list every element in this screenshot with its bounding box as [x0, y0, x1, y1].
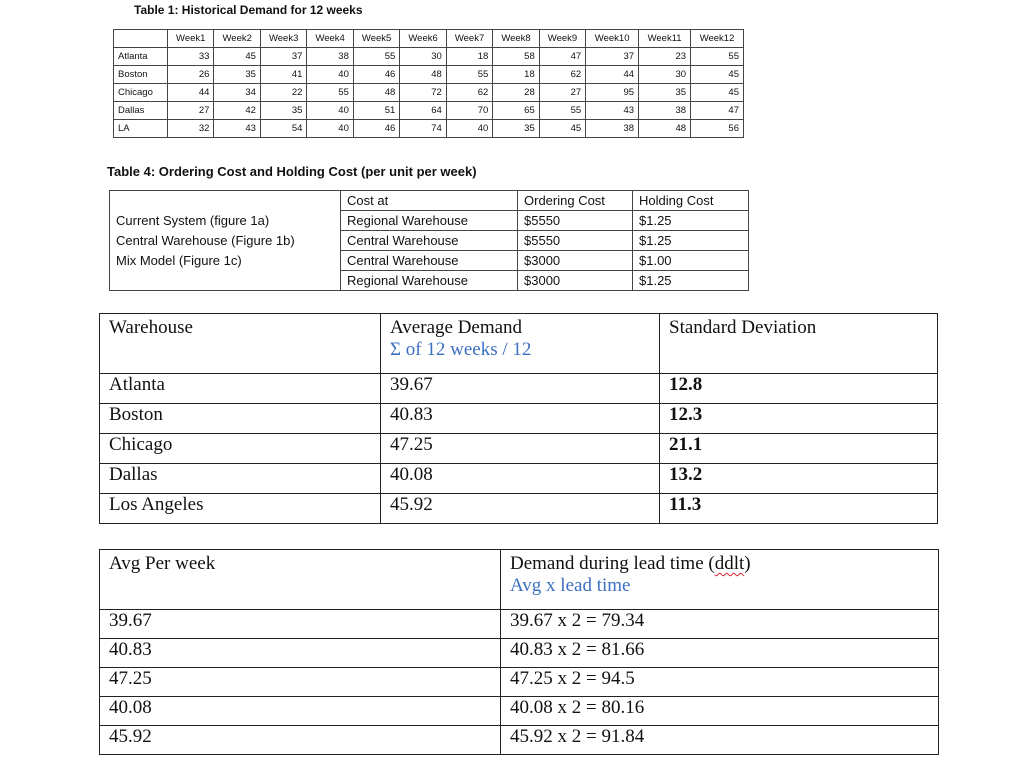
table-row — [100, 668, 939, 697]
table-row — [100, 434, 938, 464]
table1-header-week: Week6 — [400, 30, 446, 48]
table-row — [100, 404, 938, 434]
table3-avg: 45.92 — [381, 494, 660, 524]
table4-system — [110, 271, 341, 291]
table1-header-week: Week10 — [586, 30, 639, 48]
table1-city: LA — [114, 120, 168, 138]
table5-header-avg: Avg Per week — [100, 550, 501, 610]
table3-avg: 39.67 — [381, 374, 660, 404]
table1-cell: 35 — [260, 102, 306, 120]
table-row — [100, 374, 938, 404]
table1-cell: 30 — [639, 66, 691, 84]
ddlt-suffix: ) — [744, 553, 751, 574]
table1-cell: 40 — [446, 120, 492, 138]
table-row — [114, 66, 744, 84]
table3-warehouse: Los Angeles — [100, 494, 381, 524]
table1-cell: 55 — [307, 84, 353, 102]
table1-cell: 47 — [539, 48, 585, 66]
table1-city: Atlanta — [114, 48, 168, 66]
table4-system: Mix Model (Figure 1c) — [110, 251, 341, 271]
table-row — [100, 697, 939, 726]
table5-header-row — [100, 550, 939, 610]
table1-cell: 38 — [586, 120, 639, 138]
table4-system: Central Warehouse (Figure 1b) — [110, 231, 341, 251]
table5-ddlt: 40.83 x 2 = 81.66 — [501, 639, 939, 668]
table5-avg: 47.25 — [100, 668, 501, 697]
table1-city: Boston — [114, 66, 168, 84]
table5-avg: 40.08 — [100, 697, 501, 726]
table4-system: Current System (figure 1a) — [110, 211, 341, 231]
table1-cell: 44 — [168, 84, 214, 102]
table5-ddlt: 40.08 x 2 = 80.16 — [501, 697, 939, 726]
table1-header-week: Week12 — [691, 30, 744, 48]
table4-title: Table 4: Ordering Cost and Holding Cost (per unit per week) — [107, 164, 477, 179]
table1-header-week: Week7 — [446, 30, 492, 48]
table1-cell: 56 — [691, 120, 744, 138]
table3-header-avg-label: Average Demand — [390, 317, 523, 338]
table-row — [110, 211, 749, 231]
table1-cell: 48 — [639, 120, 691, 138]
table1-cell: 23 — [639, 48, 691, 66]
table1-title: Table 1: Historical Demand for 12 weeks — [134, 3, 363, 17]
table1-cell: 55 — [446, 66, 492, 84]
table1-cell: 95 — [586, 84, 639, 102]
table-row — [114, 120, 744, 138]
table1-cell: 18 — [446, 48, 492, 66]
table1-header-week: Week3 — [260, 30, 306, 48]
table4-holding: $1.25 — [633, 231, 749, 251]
table5-ddlt: 47.25 x 2 = 94.5 — [501, 668, 939, 697]
table-row — [100, 464, 938, 494]
table4-header-blank — [110, 191, 341, 211]
table3-avg: 47.25 — [381, 434, 660, 464]
table5-ddlt: 39.67 x 2 = 79.34 — [501, 610, 939, 639]
table1-cell: 64 — [400, 102, 446, 120]
table1-header-blank — [114, 30, 168, 48]
table4-header-holding: Holding Cost — [633, 191, 749, 211]
table4-header-row — [110, 191, 749, 211]
table1-cell: 45 — [214, 48, 260, 66]
table1-cell: 45 — [691, 66, 744, 84]
table5-header-ddlt-label — [510, 553, 929, 575]
table4-holding: $1.25 — [633, 211, 749, 231]
table1-cell: 74 — [400, 120, 446, 138]
table1-cell: 65 — [493, 102, 539, 120]
table1-cell: 22 — [260, 84, 306, 102]
table1-cell: 46 — [353, 120, 399, 138]
table3-warehouse: Atlanta — [100, 374, 381, 404]
average-demand-table — [99, 313, 938, 524]
table1-cell: 44 — [586, 66, 639, 84]
table4-location: Central Warehouse — [341, 251, 518, 271]
table1-cell: 58 — [493, 48, 539, 66]
table1-header-week: Week8 — [493, 30, 539, 48]
table-row — [114, 48, 744, 66]
historical-demand-table — [113, 29, 744, 138]
table4-holding: $1.00 — [633, 251, 749, 271]
table3-header-avg — [381, 314, 660, 374]
table1-cell: 51 — [353, 102, 399, 120]
table4-location: Regional Warehouse — [341, 271, 518, 291]
table1-header-week: Week9 — [539, 30, 585, 48]
table1-header-week: Week11 — [639, 30, 691, 48]
lead-time-demand-table — [99, 549, 939, 755]
table1-cell: 62 — [446, 84, 492, 102]
table1-header-week: Week4 — [307, 30, 353, 48]
table1-cell: 43 — [214, 120, 260, 138]
table-row — [114, 84, 744, 102]
table4-ordering: $5550 — [518, 211, 633, 231]
table1-cell: 72 — [400, 84, 446, 102]
table1-cell: 45 — [691, 84, 744, 102]
table5-header-ddlt-note: Avg x lead time — [510, 575, 631, 596]
table1-cell: 48 — [353, 84, 399, 102]
table4-header-cost-at: Cost at — [341, 191, 518, 211]
table1-cell: 62 — [539, 66, 585, 84]
table3-header-avg-note: Σ of 12 weeks / 12 — [390, 339, 532, 360]
table1-city: Chicago — [114, 84, 168, 102]
table3-warehouse: Dallas — [100, 464, 381, 494]
table1-header-week: Week1 — [168, 30, 214, 48]
table3-std: 12.3 — [660, 404, 938, 434]
table3-warehouse: Boston — [100, 404, 381, 434]
table4-ordering: $5550 — [518, 231, 633, 251]
table1-cell: 37 — [586, 48, 639, 66]
table3-std: 13.2 — [660, 464, 938, 494]
table1-header-week: Week5 — [353, 30, 399, 48]
table1-cell: 38 — [639, 102, 691, 120]
table1-cell: 40 — [307, 120, 353, 138]
table1-cell: 30 — [400, 48, 446, 66]
table1-cell: 40 — [307, 66, 353, 84]
table1-header-row — [114, 30, 744, 48]
table1-cell: 35 — [214, 66, 260, 84]
table1-cell: 54 — [260, 120, 306, 138]
table1-cell: 32 — [168, 120, 214, 138]
table1-city: Dallas — [114, 102, 168, 120]
table-row — [110, 231, 749, 251]
table1-cell: 45 — [539, 120, 585, 138]
table1-header-week: Week2 — [214, 30, 260, 48]
table5-avg: 39.67 — [100, 610, 501, 639]
table1-cell: 55 — [691, 48, 744, 66]
table1-cell: 40 — [307, 102, 353, 120]
table1-cell: 47 — [691, 102, 744, 120]
table1-cell: 41 — [260, 66, 306, 84]
table1-cell: 35 — [639, 84, 691, 102]
table1-cell: 37 — [260, 48, 306, 66]
table1-cell: 18 — [493, 66, 539, 84]
ddlt-prefix: Demand during lead time ( — [510, 553, 715, 574]
table1-cell: 28 — [493, 84, 539, 102]
table-row — [100, 639, 939, 668]
table4-location: Regional Warehouse — [341, 211, 518, 231]
table1-cell: 38 — [307, 48, 353, 66]
table4-location: Central Warehouse — [341, 231, 518, 251]
table5-avg: 40.83 — [100, 639, 501, 668]
table1-cell: 48 — [400, 66, 446, 84]
table4-holding: $1.25 — [633, 271, 749, 291]
table1-cell: 70 — [446, 102, 492, 120]
table3-std: 12.8 — [660, 374, 938, 404]
table1-cell: 42 — [214, 102, 260, 120]
table-row — [114, 102, 744, 120]
table1-cell: 27 — [168, 102, 214, 120]
table4-ordering: $3000 — [518, 251, 633, 271]
table5-avg: 45.92 — [100, 726, 501, 755]
table3-avg: 40.83 — [381, 404, 660, 434]
table1-cell: 46 — [353, 66, 399, 84]
table3-warehouse: Chicago — [100, 434, 381, 464]
table3-std: 11.3 — [660, 494, 938, 524]
table3-header-warehouse: Warehouse — [100, 314, 381, 374]
table1-cell: 26 — [168, 66, 214, 84]
table4-ordering: $3000 — [518, 271, 633, 291]
table-row — [110, 251, 749, 271]
table3-header-std: Standard Deviation — [660, 314, 938, 374]
table1-cell: 55 — [353, 48, 399, 66]
table-row — [100, 494, 938, 524]
cost-table — [109, 190, 749, 291]
ddlt-abbr: ddlt — [714, 553, 745, 574]
table5-header-ddlt — [501, 550, 939, 610]
table3-std: 21.1 — [660, 434, 938, 464]
table-row — [100, 610, 939, 639]
table3-header-row — [100, 314, 938, 374]
table1-cell: 43 — [586, 102, 639, 120]
table3-avg: 40.08 — [381, 464, 660, 494]
table1-cell: 55 — [539, 102, 585, 120]
table1-cell: 34 — [214, 84, 260, 102]
table4-header-ordering: Ordering Cost — [518, 191, 633, 211]
table-row — [100, 726, 939, 755]
table1-cell: 35 — [493, 120, 539, 138]
table5-ddlt: 45.92 x 2 = 91.84 — [501, 726, 939, 755]
table1-cell: 27 — [539, 84, 585, 102]
table1-cell: 33 — [168, 48, 214, 66]
table-row — [110, 271, 749, 291]
